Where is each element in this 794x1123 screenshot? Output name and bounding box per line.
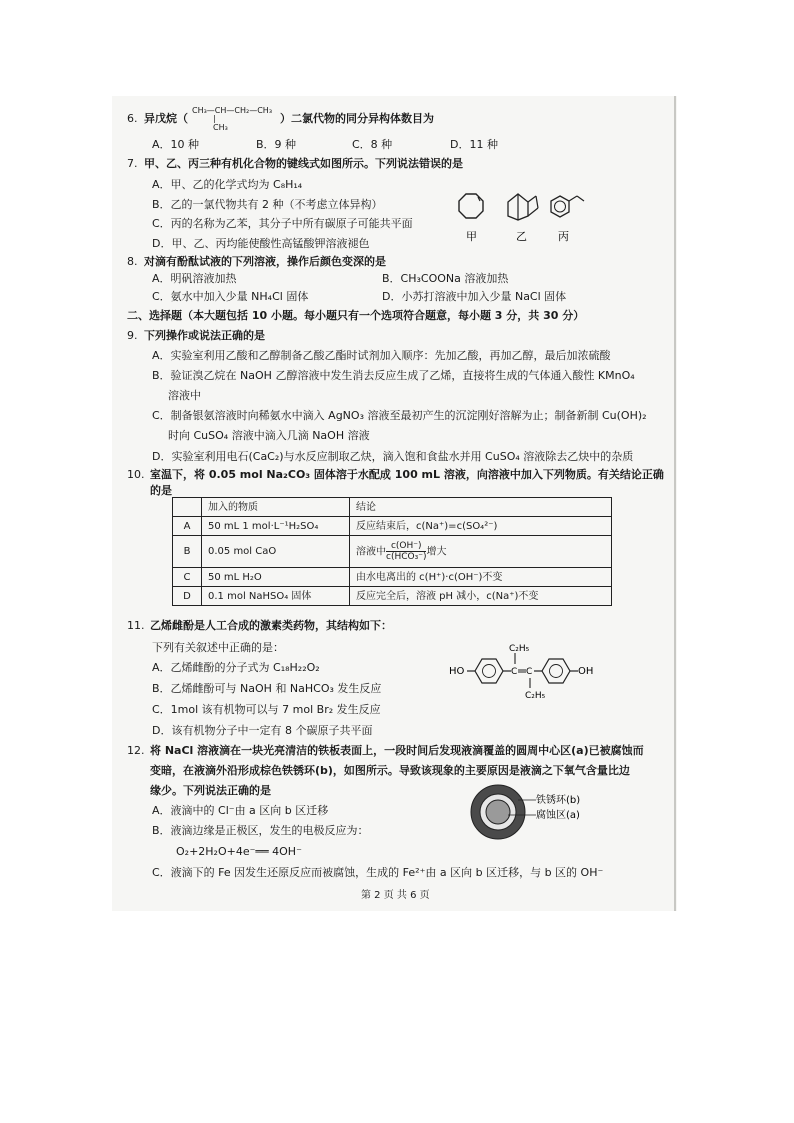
row-substance: 50 mL H₂O <box>202 568 350 587</box>
q9-option-a[interactable]: A．实验室利用乙酸和乙醇制备乙酸乙酯时试剂加入顺序：先加乙酸，再加乙醇，最后加浓硫酸 <box>152 349 611 362</box>
q9-number: 9. <box>127 329 138 342</box>
q9-option-b-cont: 溶液中 <box>168 389 201 402</box>
q11-option-c[interactable]: C．1mol 该有机物可以与 7 mol Br₂ 发生反应 <box>152 703 381 716</box>
q6-formula-bond: | <box>213 114 216 123</box>
row-key: C <box>173 568 202 587</box>
page-edge <box>674 96 676 911</box>
row-conclusion: 反应完全后，溶液 pH 减小，c(Na⁺)不变 <box>350 587 612 606</box>
q12-stem-line-2: 变暗，在液滴外沿形成棕色铁锈环(b)，如图所示。导致该现象的主要原因是液滴之下氧气含量比边 <box>150 764 630 777</box>
row-substance: 0.05 mol CaO <box>202 536 350 568</box>
row-substance: 50 mL 1 mol·L⁻¹H₂SO₄ <box>202 517 350 536</box>
q9-stem: 下列操作或说法正确的是 <box>144 329 265 342</box>
table-row[interactable] <box>173 587 612 606</box>
row-substance: 0.1 mol NaHSO₄ 固体 <box>202 587 350 606</box>
q7-stem: 甲、乙、丙三种有机化合物的键线式如图所示。下列说法错误的是 <box>144 157 463 170</box>
q7-structures <box>448 190 598 250</box>
q8-stem: 对滴有酚酞试液的下列溶液，操作后颜色变深的是 <box>144 255 386 268</box>
q6-formula-main: CH₃—CH—CH₂—CH₃ <box>192 106 273 115</box>
ethyl-bottom: C₂H₅ <box>525 691 546 701</box>
q11-sub: 下列有关叙述中正确的是： <box>152 641 284 654</box>
q8-option-a[interactable]: A．明矾溶液加热 <box>152 272 237 285</box>
label-yi: 乙 <box>516 230 527 243</box>
row-conclusion <box>350 536 612 568</box>
q7-option-c[interactable]: C．丙的名称为乙苯，其分子中所有碳原子可能共平面 <box>152 217 413 230</box>
q9-option-d[interactable]: D．实验室利用电石(CaC₂)与水反应制取乙炔，滴入饱和食盐水并用 CuSO₄ 溶液除去乙炔中的杂质 <box>152 450 634 463</box>
q10-stem: 室温下，将 0.05 mol Na₂CO₃ 固体溶于水配成 100 mL 溶液，向溶液中加入下列物质。有关结论正确 <box>150 468 664 481</box>
table-header-cell: 加入的物质 <box>202 498 350 517</box>
corrosion-diagram <box>468 782 588 842</box>
table-header-cell <box>173 498 202 517</box>
carbon-left: C <box>511 667 518 677</box>
q6-option-d[interactable]: D．11 种 <box>450 138 498 151</box>
cyclooctene-ring <box>459 194 483 218</box>
q7-option-d[interactable]: D．甲、乙、丙均能使酸性高锰酸钾溶液褪色 <box>152 237 370 250</box>
q7-option-b[interactable]: B．乙的一氯代物共有 2 种（不考虑立体异构） <box>152 198 383 211</box>
fraction-numerator: c(OH⁻) <box>386 541 426 552</box>
q8-number: 8. <box>127 255 138 268</box>
section-2-heading: 二、选择题（本大题包括 10 小题。每小题只有一个选项符合题意，每小题 3 分，共 30 分） <box>127 309 585 322</box>
q9-option-b[interactable]: B．验证溴乙烷在 NaOH 乙醇溶液中发生消去反应生成了乙烯，直接将生成的气体通入酸性 KMnO₄ <box>152 369 635 382</box>
ratio-fraction <box>386 541 426 562</box>
corrosion-zone-label: 腐蚀区(a) <box>536 810 580 821</box>
q12-option-b[interactable]: B．液滴边缘是正极区，发生的电极反应为： <box>152 824 369 837</box>
page-footer: 第 2 页 共 6 页 <box>361 890 430 901</box>
q6-stem-a: 异戊烷（ <box>144 112 188 125</box>
q11-option-b[interactable]: B．乙烯雌酚可与 NaOH 和 NaHCO₃ 发生反应 <box>152 682 382 695</box>
q10-stem-cont: 的是 <box>150 484 172 497</box>
q12-option-a[interactable]: A．液滴中的 Cl⁻由 a 区向 b 区迁移 <box>152 804 329 817</box>
table-header-cell: 结论 <box>350 498 612 517</box>
oh-label: OH <box>578 666 594 677</box>
fraction-denominator: c(HCO₃⁻) <box>386 552 427 562</box>
q10-number: 10. <box>127 468 145 481</box>
label-jia: 甲 <box>466 230 477 243</box>
table-row[interactable] <box>173 568 612 587</box>
q12-stem-line-1: 将 NaCl 溶液滴在一块光亮清洁的铁板表面上，一段时间后发现液滴覆盖的圆周中心区(a)已被腐蚀而 <box>150 744 644 757</box>
q9-option-c-cont: 时向 CuSO₄ 溶液中滴入几滴 NaOH 溶液 <box>168 429 370 442</box>
q8-option-c[interactable]: C．氨水中加入少量 NH₄Cl 固体 <box>152 290 309 303</box>
q8-option-b[interactable]: B．CH₃COONa 溶液加热 <box>382 272 509 285</box>
q11-option-d[interactable]: D．该有机物分子中一定有 8 个碳原子共平面 <box>152 724 373 737</box>
q6-number: 6. <box>127 112 138 125</box>
q11-stem: 乙烯雌酚是人工合成的激素类药物，其结构如下： <box>150 619 392 632</box>
q9-option-c[interactable]: C．制备银氨溶液时向稀氨水中滴入 AgNO₃ 溶液至最初产生的沉淀刚好溶解为止；制备新制 Cu(OH)₂ <box>152 409 647 422</box>
q6-option-b[interactable]: B．9 种 <box>256 138 297 151</box>
ethyl-top: C₂H₅ <box>509 644 530 654</box>
carbon-right: C <box>526 667 533 677</box>
q12-option-b-equation: O₂+2H₂O+4e⁻══ 4OH⁻ <box>176 845 302 858</box>
row-key: D <box>173 587 202 606</box>
conclusion-pre: 溶液中 <box>356 546 386 558</box>
rust-ring-label: 铁锈环(b) <box>536 795 581 806</box>
corrosion-zone <box>486 800 510 824</box>
benzene-ring-right <box>542 659 570 683</box>
q10-table <box>172 497 612 606</box>
q12-number: 12. <box>127 744 145 757</box>
q6-formula-branch: CH₃ <box>213 123 228 132</box>
ethylbenzene-ring <box>551 196 569 217</box>
q11-number: 11. <box>127 619 145 632</box>
benzene-ring-left <box>475 659 503 683</box>
q7-number: 7. <box>127 157 138 170</box>
table-row[interactable] <box>173 517 612 536</box>
table-row[interactable] <box>173 536 612 568</box>
diethylstilbestrol-structure <box>445 640 615 704</box>
conclusion-post: 增大 <box>426 546 447 558</box>
q12-stem-line-3: 缘少。下列说法正确的是 <box>150 784 271 797</box>
q12-option-c[interactable]: C．液滴下的 Fe 因发生还原反应而被腐蚀，生成的 Fe²⁺由 a 区向 b 区迁移，与 b 区的 OH⁻ <box>152 866 604 879</box>
row-conclusion: 反应结束后，c(Na⁺)=c(SO₄²⁻) <box>350 517 612 536</box>
q6-stem-b: ）二氯代物的同分异构体数目为 <box>280 112 434 125</box>
ho-label: HO <box>449 666 465 677</box>
q11-option-a[interactable]: A．乙烯雌酚的分子式为 C₁₈H₂₂O₂ <box>152 661 320 674</box>
row-key: A <box>173 517 202 536</box>
q7-option-a[interactable]: A．甲、乙的化学式均为 C₈H₁₄ <box>152 178 303 191</box>
q6-option-c[interactable]: C．8 种 <box>352 138 393 151</box>
q8-option-d[interactable]: D．小苏打溶液中加入少量 NaCl 固体 <box>382 290 567 303</box>
label-bing: 丙 <box>558 230 569 243</box>
row-conclusion: 由水电离出的 c(H⁺)·c(OH⁻)不变 <box>350 568 612 587</box>
table-header-row <box>173 498 612 517</box>
q6-option-a[interactable]: A．10 种 <box>152 138 200 151</box>
row-key: B <box>173 536 202 568</box>
